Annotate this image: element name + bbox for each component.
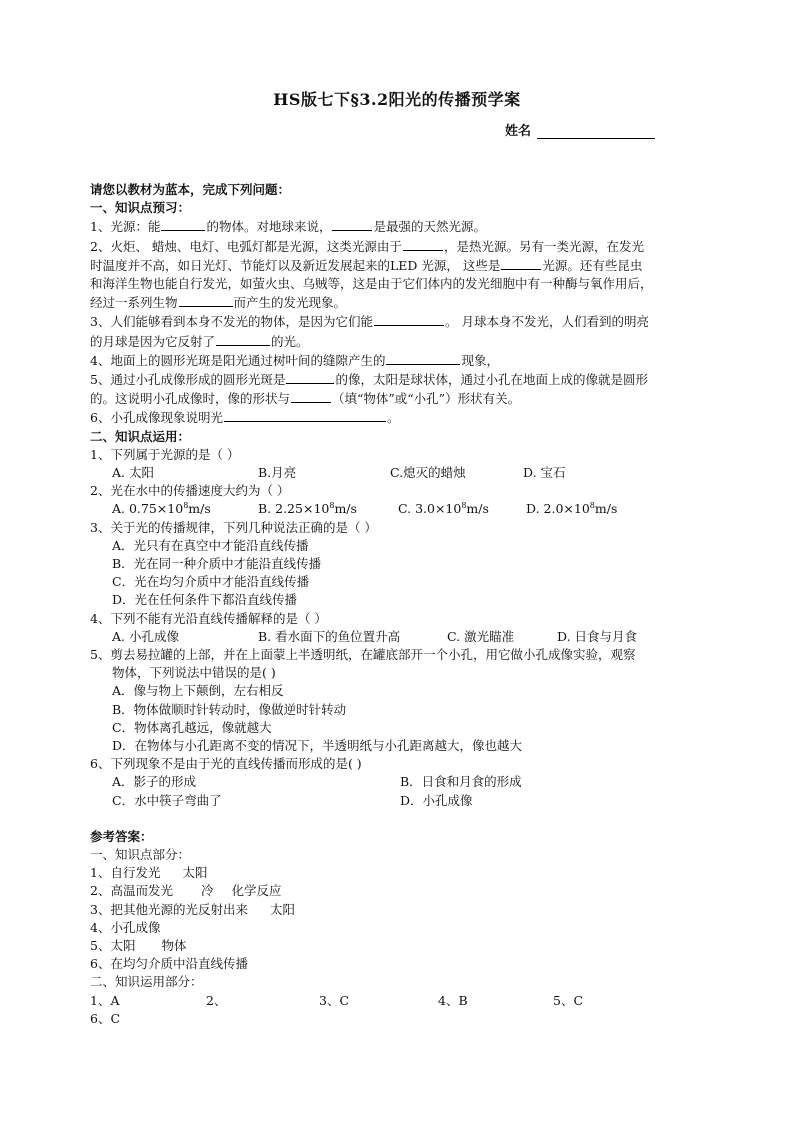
q2-text-c: 时温度并不高，如日光灯、节能灯以及新近发展起来的LED 光源， 这些是 [90, 257, 501, 273]
mc3-option-a[interactable]: A．光只有在真空中才能沿直线传播 [112, 537, 309, 553]
answer-1-part-b: 太阳 [182, 865, 208, 881]
q3-text-d: 的光。 [271, 333, 309, 349]
mc-question-4: 4、下列不能有光沿直线传播解释的是（ ） [90, 610, 327, 626]
question-3-line-1 [90, 312, 715, 331]
mc2-option-b[interactable] [258, 500, 357, 518]
mc6-option-a[interactable]: A．影子的形成 [112, 774, 197, 790]
mc6-options-row-2 [90, 792, 715, 810]
mc2-c-unit: m/s [466, 501, 489, 517]
mc3-option-b[interactable]: B．光在同一种介质中才能沿直线传播 [112, 556, 322, 572]
answer-3-part-b: 太阳 [269, 901, 295, 917]
mc1-option-d[interactable]: D. 宝石 [523, 465, 566, 481]
mc3-option-c[interactable]: C．光在均匀介质中才能沿直线传播 [112, 574, 310, 590]
answers-title: 参考答案： [90, 828, 153, 844]
q1-blank-1[interactable] [161, 217, 205, 231]
answers-part-2-title: 二、知识运用部分： [90, 974, 203, 990]
mc2-b-text: B. 2.25×10 [258, 501, 330, 517]
mc2-d-unit: m/s [594, 501, 618, 517]
mc6-option-d[interactable]: D．小孔成像 [400, 792, 473, 808]
q5-text-b: 的像，太阳是球状体，通过小孔在地面上成的像就是圆形 [335, 372, 648, 388]
q5-text-d: （填“物体”或“小孔”）形状有关。 [332, 391, 521, 407]
name-label: 姓名 [505, 124, 532, 139]
q2-blank-1[interactable] [403, 237, 443, 251]
q2-blank-3[interactable] [179, 293, 233, 307]
mc2-b-exp: 8 [329, 501, 335, 511]
q3-text-b: 。 月球本身不发光，人们看到的明亮 [444, 314, 649, 330]
mc-question-1: 1、下列属于光源的是（ ） [90, 446, 240, 462]
mc6-option-c[interactable]: C．水中筷子弯曲了 [112, 792, 222, 808]
q4-text-b: 现象， [461, 352, 499, 368]
mc2-a-exp: 8 [183, 501, 189, 511]
section-spacer [90, 810, 715, 828]
mc2-option-c[interactable] [398, 500, 489, 518]
q2-blank-2[interactable] [501, 256, 541, 270]
q2-text-f: 而产生的发光现象。 [233, 295, 347, 311]
q6-blank-1[interactable] [224, 408, 386, 422]
mc2-b-unit: m/s [334, 501, 357, 517]
mc4-option-c[interactable]: C. 激光瞄准 [447, 628, 515, 644]
mc5-option-b[interactable]: B．物体做顺时针转动时，像做逆时针转动 [112, 701, 347, 717]
answer-mc-4: 4、B [438, 992, 468, 1008]
section-2-title: 二、知识点运用： [90, 428, 191, 444]
mc4-options [90, 628, 715, 646]
q2-text-d: 光源。还有些昆虫 [542, 257, 643, 273]
q2-text-a: 2、火炬、 蜡烛、电灯、电弧灯都是光源，这类光源由于 [90, 238, 402, 254]
name-blank[interactable] [537, 124, 655, 139]
answer-2-part-b: 冷 [200, 883, 214, 899]
answer-5 [90, 937, 715, 955]
mc1-options [90, 464, 715, 482]
mc2-d-text: D. 2.0×10 [526, 501, 590, 517]
mc4-option-a[interactable]: A. 小孔成像 [112, 628, 179, 644]
answer-3-part-a: 3、把其他光源的光反射出来 [90, 901, 248, 917]
answer-2-part-a: 2、高温而发光 [90, 883, 173, 899]
intro-text: 请您以教材为蓝本，完成下列问题： [90, 182, 291, 197]
q1-text-a: 1、光源：能 [90, 219, 161, 235]
q6-text-b: 。 [386, 410, 400, 426]
mc2-c-exp: 8 [461, 501, 467, 511]
mc2-c-text: C. 3.0×10 [398, 501, 462, 517]
mc-question-2: 2、光在水中的传播速度大约为（ ） [90, 483, 290, 499]
mc1-option-a[interactable]: A. 太阳 [112, 465, 154, 481]
mc2-d-exp: 8 [589, 501, 595, 511]
answer-6: 6、在均匀介质中沿直线传播 [90, 956, 248, 972]
question-1 [90, 217, 715, 236]
answer-1 [90, 864, 715, 882]
q3-blank-1[interactable] [374, 312, 444, 326]
q1-text-c: 是最强的天然光源。 [373, 219, 486, 235]
q4-text-a: 4、地面上的圆形光斑是阳光通过树叶间的缝隙产生的 [90, 352, 386, 368]
mc2-a-text: A. 0.75×10 [112, 501, 184, 517]
question-2-line-4 [90, 293, 715, 312]
q5-blank-2[interactable] [291, 389, 331, 403]
question-5-line-1 [90, 370, 715, 389]
mc5-option-c[interactable]: C．物体离孔越远，像就越大 [112, 719, 272, 735]
question-2-line-1 [90, 237, 715, 256]
mc5-option-d[interactable]: D．在物体与小孔距离不变的情况下，半透明纸与小孔距离越大，像也越大 [112, 738, 523, 754]
mc-question-5-line-1: 5、剪去易拉罐的上部，并在上面蒙上半透明纸，在罐底部开一个小孔，用它做小孔成像实验，观察 [90, 647, 636, 663]
mc4-option-b[interactable]: B. 看水面下的鱼位置升高 [258, 628, 401, 644]
answer-mc-5: 5、C [553, 992, 584, 1008]
mc2-a-unit: m/s [188, 501, 211, 517]
mc4-option-d[interactable]: D. 日食与月食 [557, 628, 638, 644]
mc6-option-b[interactable]: B．日食和月食的形成 [400, 774, 522, 790]
q3-text-a: 3、人们能够看到本身不发光的物体，是因为它们能 [90, 314, 373, 330]
answer-5-part-a: 5、太阳 [90, 938, 136, 954]
answer-mc-6: 6、C [90, 1010, 121, 1026]
answer-mc-3: 3、C [319, 992, 350, 1008]
mc-question-5-line-2: 物体，下列说法中错误的是( ) [112, 665, 276, 681]
mc1-option-c[interactable]: C.熄灭的蜡烛 [390, 465, 466, 481]
q3-blank-2[interactable] [216, 332, 270, 346]
mc-question-3: 3、关于光的传播规律，下列几种说法正确的是（ ） [90, 519, 377, 535]
name-field [505, 120, 655, 139]
answer-mc-1: 1、A [90, 992, 120, 1008]
q3-text-c: 的月球是因为它反射了 [90, 333, 216, 349]
answer-3 [90, 901, 715, 919]
question-3-line-2 [90, 332, 715, 351]
answer-mc-2: 2、 [206, 992, 227, 1008]
q1-blank-2[interactable] [332, 217, 372, 231]
worksheet-content [90, 181, 715, 1028]
answer-1-part-a: 1、自行发光 [90, 865, 161, 881]
q2-text-b: ，是热光源。另有一类光源，在发光 [443, 238, 644, 254]
page-title: HS版七下§3.2阳光的传播预学案 [273, 90, 521, 109]
mc3-option-d[interactable]: D．光在任何条件下都沿直线传播 [112, 592, 298, 608]
answer-5-part-b: 物体 [161, 938, 187, 954]
mc6-options-row-1 [90, 773, 715, 791]
question-5-line-2 [90, 389, 715, 408]
q5-text-c: 的。这说明小孔成像时，像的形状与 [90, 391, 291, 407]
q5-blank-1[interactable] [286, 370, 334, 384]
answers-part-1-title: 一、知识点部分： [90, 847, 191, 863]
mc1-option-b[interactable]: B.月亮 [258, 465, 297, 481]
section-1-title: 一、知识点预习： [90, 200, 191, 216]
q1-text-b: 的物体。对地球来说， [206, 219, 332, 235]
q5-text-a: 5、通过小孔成像形成的圆形光斑是 [90, 372, 286, 388]
q6-text-a: 6、小孔成像现象说明光 [90, 410, 223, 426]
mc2-option-a[interactable] [112, 500, 211, 518]
mc2-options [90, 500, 715, 518]
answers-mc-row-1 [90, 992, 715, 1010]
answer-4: 4、小孔成像 [90, 919, 161, 935]
mc-question-6: 6、下列现象不是由于光的直线传播而形成的是( ) [90, 756, 362, 772]
question-6 [90, 408, 715, 427]
mc2-option-d[interactable] [526, 500, 617, 518]
q4-blank-1[interactable] [386, 351, 460, 365]
mc5-option-a[interactable]: A．像与物上下颠倒，左右相反 [112, 683, 284, 699]
question-4 [90, 351, 715, 370]
question-2-line-2 [90, 256, 715, 275]
q2-text-e: 经过一系列生物 [90, 295, 178, 311]
question-2-line-3: 和海洋生物也能自行发光，如萤火虫、乌贼等，这是由于它们体内的发光细胞中有一种酶与氧作用后， [90, 276, 653, 292]
answer-2 [90, 882, 715, 900]
answer-2-part-c: 化学反应 [231, 883, 282, 899]
